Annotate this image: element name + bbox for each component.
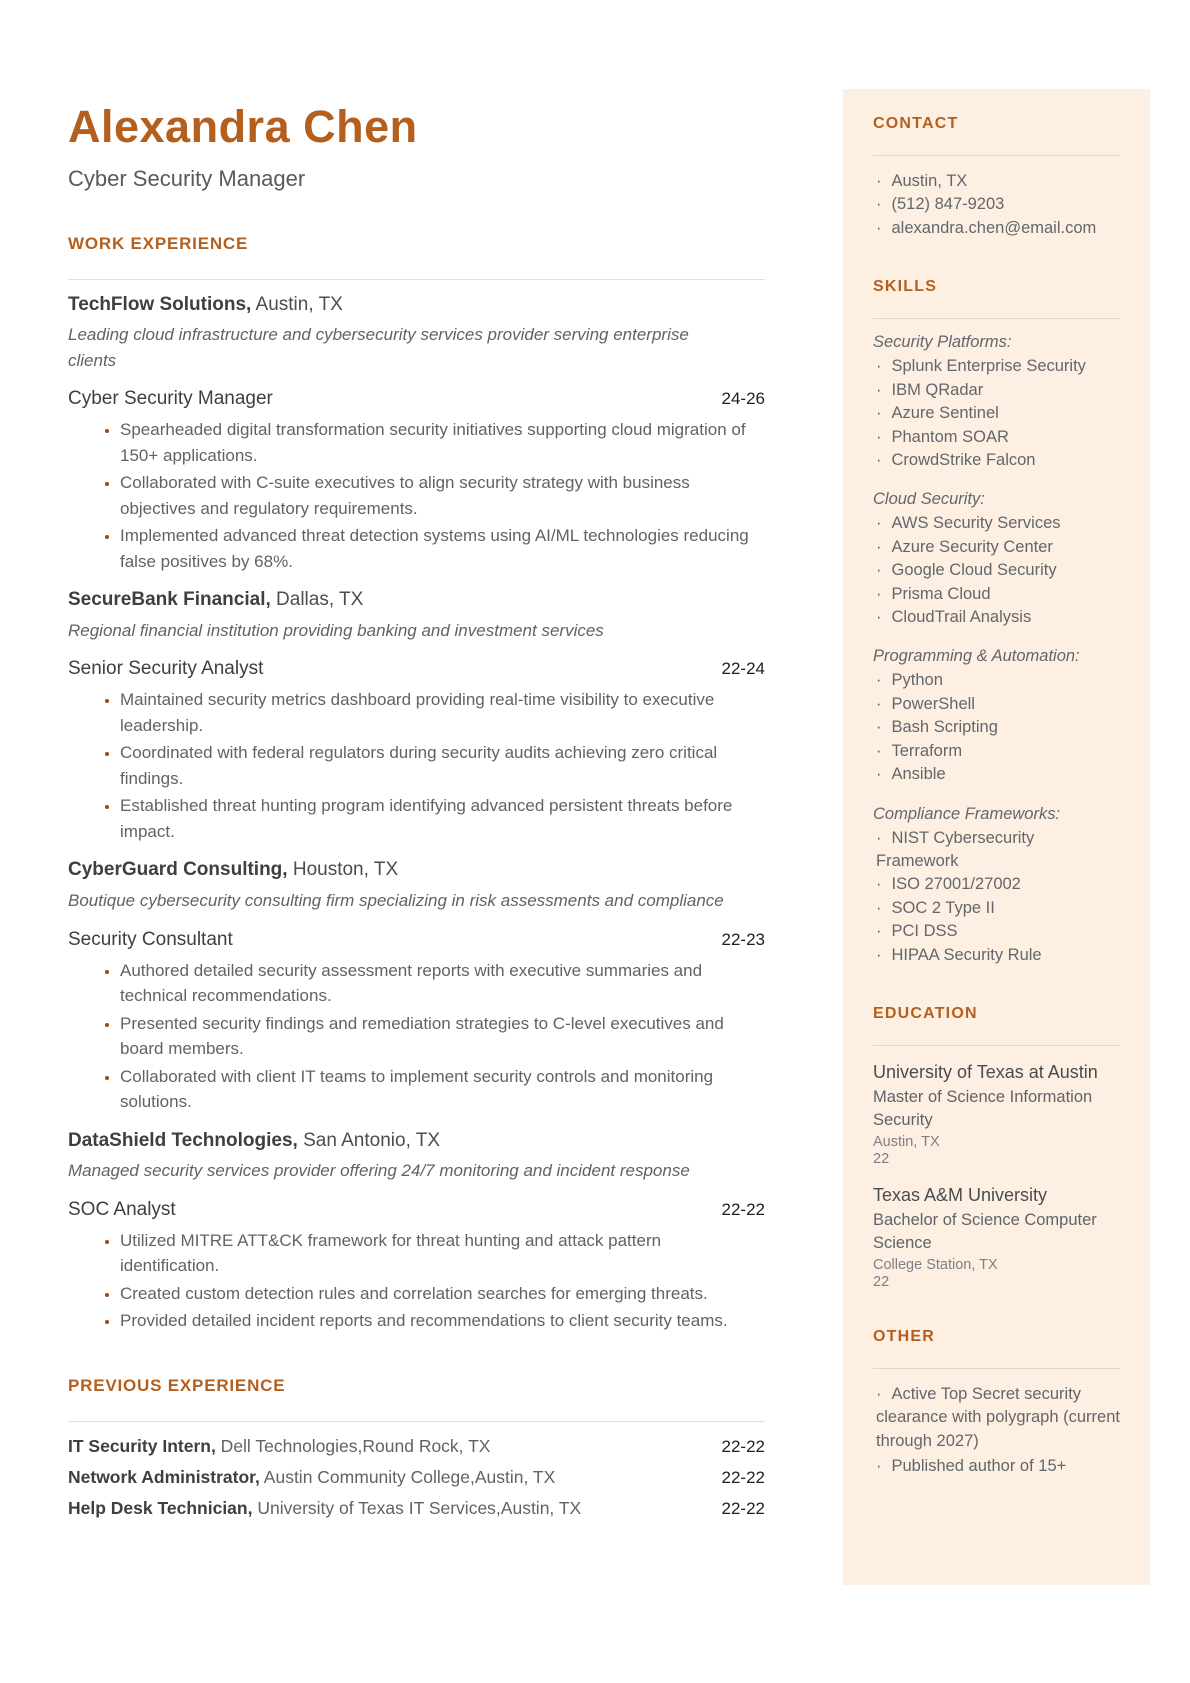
company-block-cyberguard	[68, 858, 765, 1114]
skill-item: · ISO 27001/27002	[873, 873, 1120, 896]
skill-group-label: Cloud Security:	[873, 490, 985, 509]
skill-item: · NIST Cybersecurity Framework	[873, 827, 1120, 874]
sidebar-divider	[873, 1045, 1120, 1046]
skill-item: · Ansible	[873, 763, 1120, 786]
contact-phone: · (512) 847-9203	[873, 193, 1120, 216]
previous-experience-row	[68, 1497, 765, 1521]
company-block-datashield	[68, 1129, 765, 1334]
company-name: DataShield Technologies,	[68, 1129, 298, 1151]
other-item: · Active Top Secret security clearance with polygraph (current through 2027)	[873, 1383, 1120, 1453]
skill-item: · SOC 2 Type II	[873, 897, 1120, 920]
sidebar-heading-skills: SKILLS	[873, 278, 938, 296]
previous-dates: 22-22	[721, 1467, 765, 1487]
skill-item: · Azure Sentinel	[873, 402, 1120, 425]
school-location: Austin, TX	[873, 1133, 940, 1150]
previous-org: Austin Community College,Austin, TX	[259, 1466, 556, 1487]
previous-org: University of Texas IT Services,Austin, TX	[252, 1497, 582, 1518]
role-title: Cyber Security Manager	[68, 388, 273, 410]
previous-dates: 22-22	[721, 1498, 765, 1518]
sidebar-heading-contact: CONTACT	[873, 115, 959, 132]
skill-item: · Bash Scripting	[873, 716, 1120, 739]
sidebar-heading-other: OTHER	[873, 1327, 935, 1345]
company-name: SecureBank Financial,	[68, 589, 271, 611]
skill-item: · PowerShell	[873, 693, 1120, 716]
contact-email: · alexandra.chen@email.com	[873, 217, 1120, 240]
section-divider	[68, 279, 765, 280]
school-location: College Station, TX	[873, 1256, 998, 1273]
sidebar	[843, 89, 1150, 1585]
company-description: Boutique cybersecurity consulting firm specializing in risk assessments and compliance	[68, 891, 724, 911]
company-name: TechFlow Solutions,	[68, 293, 252, 315]
role-line	[68, 1199, 765, 1221]
skill-group-programming-automation	[873, 647, 1120, 786]
company-location: Houston, TX	[287, 859, 399, 881]
role-bullet-list	[68, 1228, 758, 1334]
bullet-item: • Established threat hunting program identifying advanced persistent threats before impact.	[120, 793, 758, 844]
school-name: University of Texas at Austin	[873, 1062, 1098, 1083]
section-divider	[68, 1421, 765, 1422]
sidebar-divider	[873, 1368, 1120, 1369]
company-description: Regional financial institution providing banking and investment services	[68, 620, 604, 640]
skill-item: · CloudTrail Analysis	[873, 606, 1120, 629]
school-degree: Master of Science Information Security	[873, 1088, 1093, 1129]
skill-group-label: Programming & Automation:	[873, 647, 1080, 666]
company-block-securebank	[68, 588, 765, 844]
previous-dates: 22-22	[721, 1436, 765, 1456]
bullet-item: • Presented security findings and remediation strategies to C-level executives and board members.	[120, 1011, 758, 1062]
bullet-item: • Coordinated with federal regulators during security audits achieving zero critical findings.	[120, 740, 758, 791]
education-school-ut-austin	[873, 1060, 1120, 1167]
company-location: San Antonio, TX	[297, 1129, 441, 1151]
school-name: Texas A&M University	[873, 1184, 1048, 1205]
bullet-item: • Spearheaded digital transformation security initiatives supporting cloud migration of 150+ applications.	[120, 417, 758, 468]
bullet-item: • Utilized MITRE ATT&CK framework for threat hunting and attack pattern identification.	[120, 1228, 758, 1279]
role-dates: 22-22	[721, 1199, 765, 1219]
previous-role: Help Desk Technician,	[68, 1497, 253, 1518]
contact-list	[873, 170, 1120, 240]
skill-group-label: Compliance Frameworks:	[873, 804, 1061, 823]
skill-item: · HIPAA Security Rule	[873, 944, 1120, 967]
skill-group-label: Security Platforms:	[873, 333, 1012, 352]
bullet-item: • Maintained security metrics dashboard providing real-time visibility to executive leadership.	[120, 687, 758, 738]
school-year: 22	[873, 1273, 890, 1290]
sidebar-divider	[873, 155, 1120, 156]
skill-group-cloud-security	[873, 490, 1120, 629]
company-location: Dallas, TX	[270, 589, 364, 611]
role-line	[68, 929, 765, 951]
skill-item: · IBM QRadar	[873, 379, 1120, 402]
company-line	[68, 1129, 765, 1154]
role-dates: 22-23	[721, 929, 765, 949]
skill-group-compliance-frameworks	[873, 805, 1120, 968]
role-bullet-list	[68, 687, 758, 844]
bullet-item: • Implemented advanced threat detection systems using AI/ML technologies reducing false positives by 68%.	[120, 523, 758, 574]
company-line	[68, 858, 765, 883]
skill-group-security-platforms	[873, 333, 1120, 472]
previous-role-org	[68, 1466, 555, 1490]
role-title: Senior Security Analyst	[68, 658, 264, 680]
school-degree: Bachelor of Science Computer Science	[873, 1211, 1097, 1252]
skill-item: · Python	[873, 669, 1120, 692]
bullet-item: • Collaborated with C-suite executives to align security strategy with business objectives and regulatory requirements.	[120, 470, 758, 521]
previous-role: IT Security Intern,	[68, 1435, 216, 1456]
company-line	[68, 293, 765, 318]
company-block-techflow	[68, 293, 765, 575]
role-title: Security Consultant	[68, 928, 233, 950]
skill-item: · CrowdStrike Falcon	[873, 449, 1120, 472]
main-column	[68, 102, 765, 1521]
role-dates: 24-26	[721, 389, 765, 409]
skill-item: · PCI DSS	[873, 920, 1120, 943]
previous-experience-row	[68, 1466, 765, 1490]
previous-role: Network Administrator,	[68, 1466, 260, 1487]
skill-item: · Prisma Cloud	[873, 583, 1120, 606]
role-bullet-list	[68, 958, 758, 1115]
previous-role-org	[68, 1497, 581, 1521]
sidebar-divider	[873, 318, 1120, 319]
school-year: 22	[873, 1150, 890, 1167]
role-line	[68, 658, 765, 680]
other-item: · Published author of 15+	[873, 1455, 1120, 1478]
skill-item: · Azure Security Center	[873, 536, 1120, 559]
company-name: CyberGuard Consulting,	[68, 859, 288, 881]
education-school-texas-am	[873, 1183, 1120, 1290]
bullet-item: • Created custom detection rules and correlation searches for emerging threats.	[120, 1281, 758, 1307]
company-location: Austin, TX	[251, 293, 343, 315]
person-job-title: Cyber Security Manager	[68, 165, 306, 191]
section-heading-previous-experience: PREVIOUS EXPERIENCE	[68, 1375, 286, 1395]
skill-item: · Phantom SOAR	[873, 426, 1120, 449]
bullet-item: • Authored detailed security assessment reports with executive summaries and technical recommendations.	[120, 958, 758, 1009]
skill-item: · Google Cloud Security	[873, 559, 1120, 582]
skill-item: · AWS Security Services	[873, 512, 1120, 535]
role-title: SOC Analyst	[68, 1198, 176, 1220]
company-description: Managed security services provider offering 24/7 monitoring and incident response	[68, 1161, 690, 1181]
previous-org: Dell Technologies,Round Rock, TX	[215, 1435, 491, 1456]
person-name: Alexandra Chen	[68, 101, 418, 152]
role-dates: 22-24	[721, 659, 765, 679]
sidebar-heading-education: EDUCATION	[873, 1005, 978, 1023]
bullet-item: • Collaborated with client IT teams to implement security controls and monitoring solutions.	[120, 1064, 758, 1115]
section-heading-work-experience: WORK EXPERIENCE	[68, 233, 249, 253]
role-bullet-list	[68, 417, 758, 574]
company-line	[68, 588, 765, 613]
previous-experience-row	[68, 1435, 765, 1459]
previous-role-org	[68, 1435, 490, 1459]
role-line	[68, 388, 765, 410]
company-description: Leading cloud infrastructure and cybersecurity services provider serving enterprise clients	[68, 325, 689, 370]
contact-location: · Austin, TX	[873, 170, 1120, 193]
bullet-item: • Provided detailed incident reports and recommendations to client security teams.	[120, 1308, 758, 1334]
skill-item: · Terraform	[873, 740, 1120, 763]
skill-item: · Splunk Enterprise Security	[873, 355, 1120, 378]
